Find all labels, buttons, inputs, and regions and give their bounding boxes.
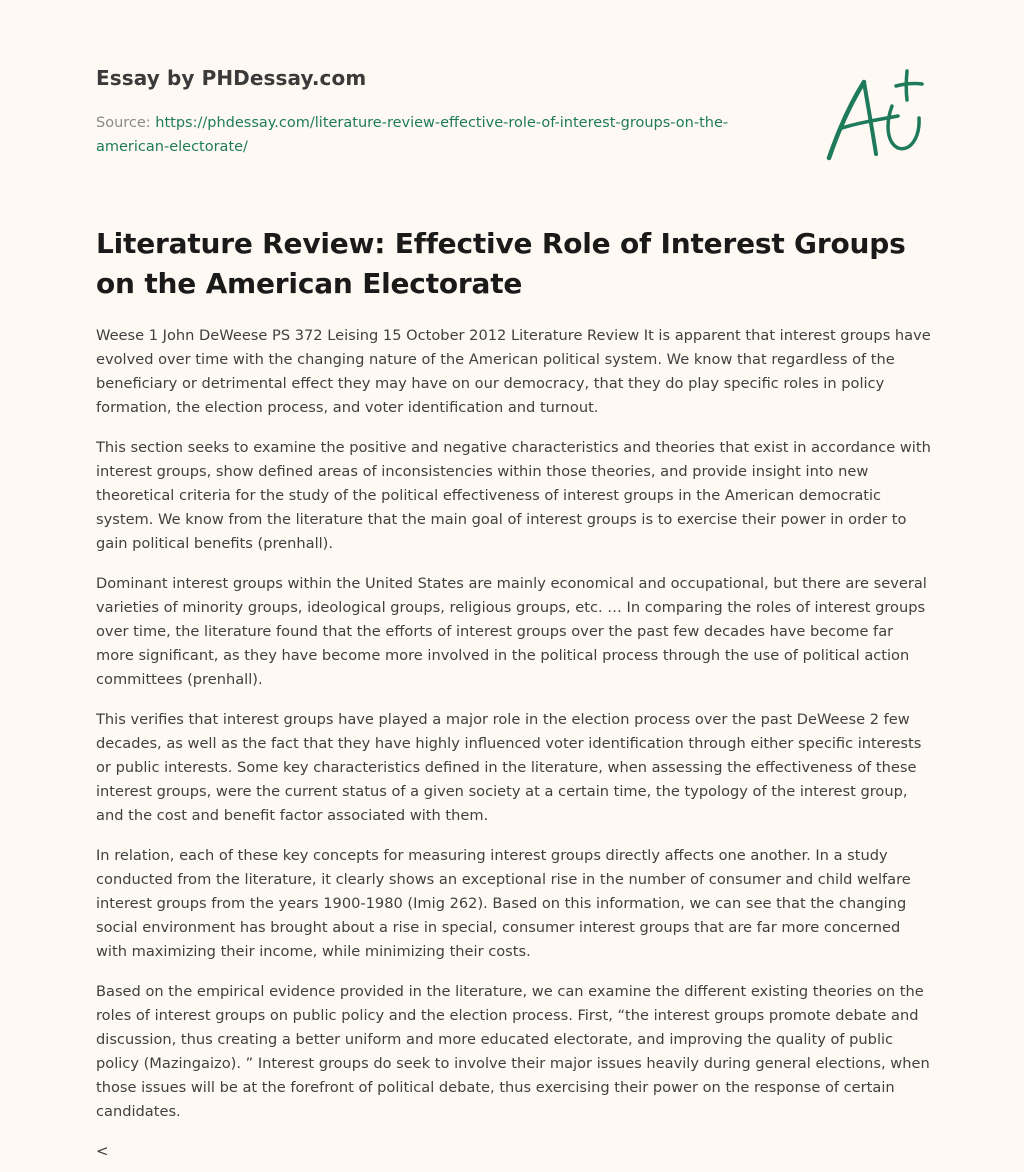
essay-paragraph: Based on the empirical evidence provided in the literature, we can examine the different existing theories on the roles of interest groups on public policy and the election process. First, “the interest groups promote debate and discussion, thus creating a better uniform and more educated electorate, and improving the quality of public policy (Mazingaizo). ” Interest groups do seek to involve their major issues heavily during general elections, when those issues will be at the forefront of political debate, thus exercising their power on the response of certain candidates. bbox=[96, 983, 930, 1120]
essay-paragraph: This verifies that interest groups have played a major role in the election process over the past DeWeese 2 few decades, as well as the fact that they have highly influenced voter identification through either specific interests or public interests. Some key characteristics defined in the literature, when assessing the effectiveness of these interest groups, were the current status of a given society at a certain time, the typology of the interest group, and the cost and benefit factor associated with them. bbox=[96, 711, 922, 824]
a-plus-logo-icon bbox=[824, 68, 926, 164]
site-title: Essay by PHDessay.com bbox=[96, 66, 367, 90]
essay-paragraph: In relation, each of these key concepts for measuring interest groups directly affects one another. In a study conducted from the literature, it clearly shows an exceptional rise in the number of consumer and child welfare interest groups from the years 1900-1980 (Imig 262). Based on this information, we can see that the changing social environment has brought about a rise in special, consumer interest groups that are far more concerned with maximizing their income, while minimizing their costs. bbox=[96, 847, 911, 960]
previous-arrow-button[interactable]: < bbox=[96, 1142, 109, 1160]
essay-title: Literature Review: Effective Role of Interest Groups on the American Electorate bbox=[96, 227, 906, 300]
essay-paragraph: Dominant interest groups within the United States are mainly economical and occupational, but there are several varieties of minority groups, ideological groups, religious groups, etc. … In comparing the roles of interest groups over time, the literature found that the efforts of interest groups over the past few decades have become far more significant, as they have become more involved in the political process through the use of political action committees (prenhall). bbox=[96, 575, 927, 688]
source-label: Source: bbox=[96, 115, 156, 131]
essay-body bbox=[96, 324, 932, 1140]
essay-paragraph: This section seeks to examine the positive and negative characteristics and theories that exist in accordance with interest groups, show defined areas of inconsistencies within those theories, and provide insight into new theoretical criteria for the study of the political effectiveness of interest groups in the American democratic system. We know from the literature that the main goal of interest groups is to exercise their power in order to gain political benefits (prenhall). bbox=[96, 439, 931, 552]
source-line bbox=[96, 111, 796, 159]
essay-paragraph: Weese 1 John DeWeese PS 372 Leising 15 October 2012 Literature Review It is apparent that interest groups have evolved over time with the changing nature of the American political system. We know that regardless of the beneficiary or detrimental effect they may have on our democracy, that they do play specific roles in policy formation, the election process, and voter identification and turnout. bbox=[96, 327, 931, 416]
source-link[interactable]: https://phdessay.com/literature-review-effective-role-of-interest-groups-on-the-american-electorate/ bbox=[96, 115, 729, 155]
